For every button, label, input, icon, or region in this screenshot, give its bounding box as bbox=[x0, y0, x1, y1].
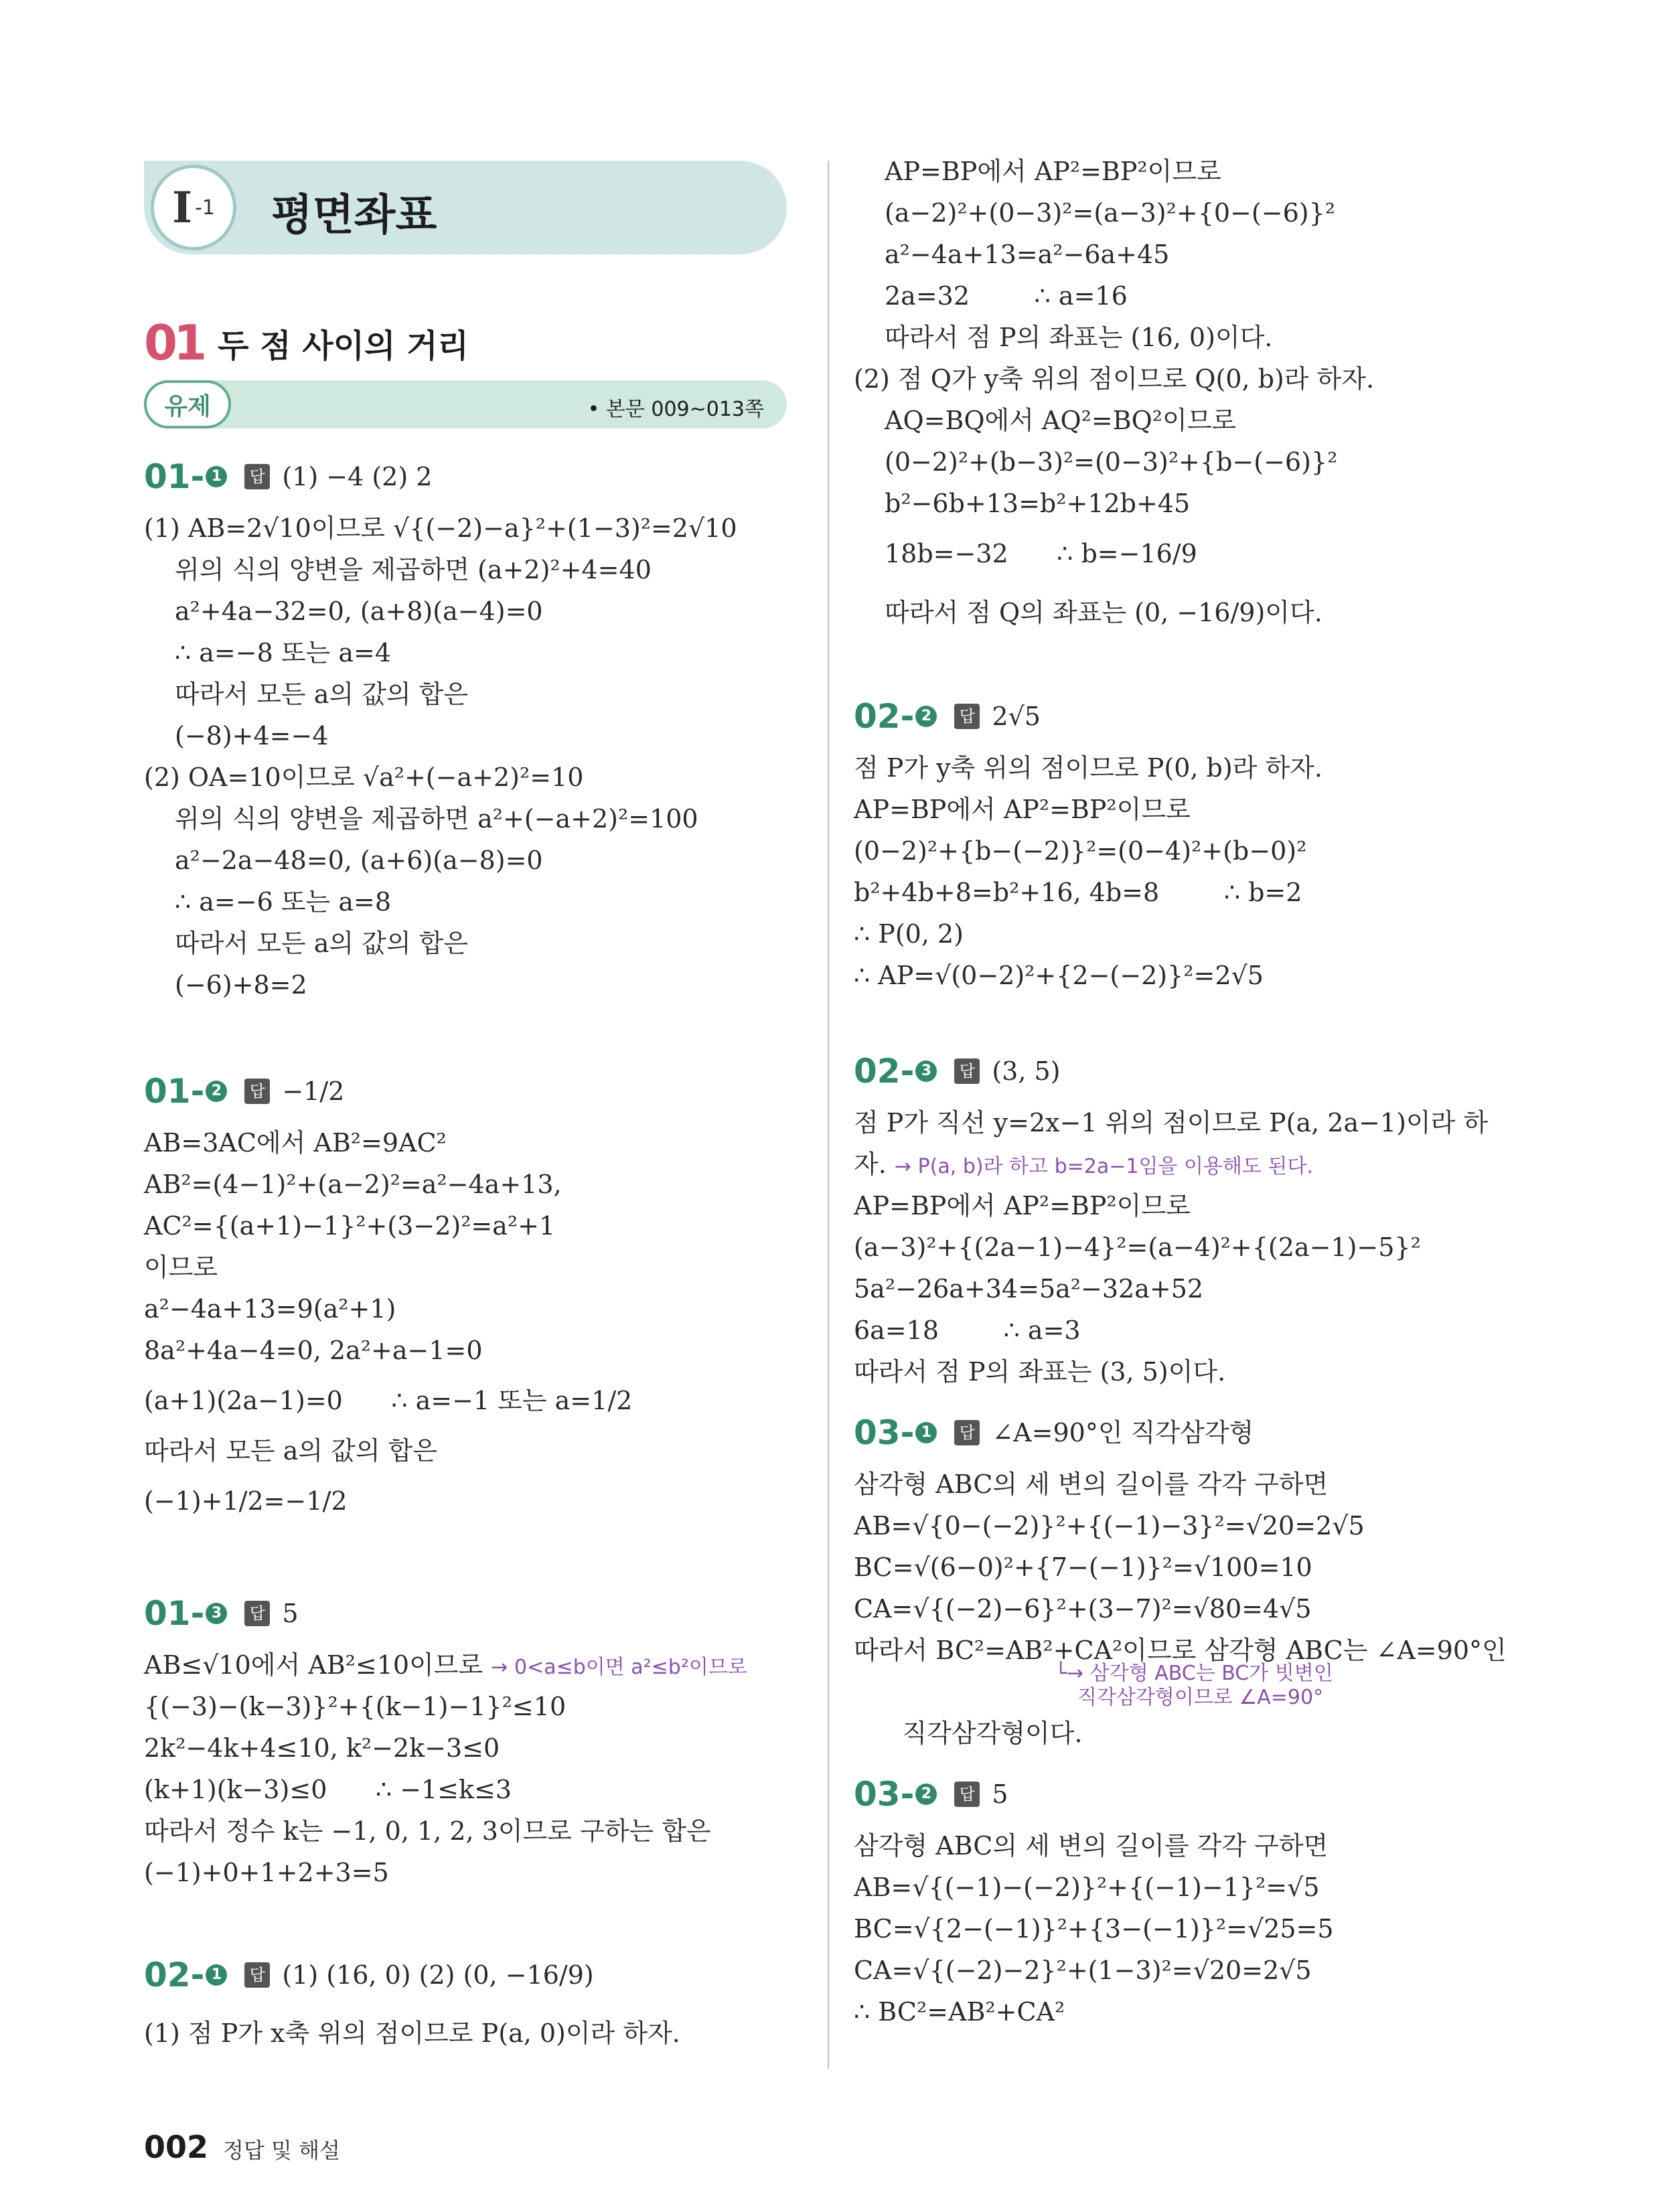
solution-line: 5a²−26a+34=5a²−32a+52 bbox=[854, 1274, 1204, 1304]
solution-line: AB=√{(−1)−(−2)}²+{(−1)−1}²=√5 bbox=[854, 1873, 1320, 1902]
answer-label: 답 bbox=[954, 1058, 980, 1084]
answer-label: 답 bbox=[954, 1420, 980, 1445]
problem-02-3 bbox=[854, 1044, 1530, 1393]
answer-value: (1) −4 (2) 2 bbox=[282, 462, 433, 491]
answer-value: 5 bbox=[992, 1780, 1008, 1809]
solution-line: 자. → P(a, b)라 하고 b=2a−1임을 이용해도 된다. bbox=[854, 1150, 1313, 1179]
solution-line: 따라서 점 P의 좌표는 (3, 5)이다. bbox=[854, 1357, 1226, 1387]
problem-01-2 bbox=[144, 1064, 807, 1530]
solution-line: AB≤√10에서 AB²≤10이므로 → 0<a≤b이면 a²≤b²이므로 bbox=[144, 1650, 747, 1680]
solution-line: 점 P가 y축 위의 점이므로 P(0, b)라 하자. bbox=[854, 753, 1323, 783]
answer-value: 5 bbox=[282, 1599, 299, 1628]
answer-label: 답 bbox=[244, 1962, 270, 1988]
solution-line: ∴ P(0, 2) bbox=[854, 919, 964, 949]
chapter-sub: -1 bbox=[195, 195, 215, 220]
answer-label: 답 bbox=[244, 464, 270, 489]
problem-01-1 bbox=[144, 450, 807, 1006]
solution-line: AQ=BQ에서 AQ²=BQ²이므로 bbox=[885, 406, 1237, 435]
solution-line: 따라서 모든 a의 값의 합은 bbox=[144, 1436, 438, 1466]
solution-line: AP=BP에서 AP²=BP²이므로 bbox=[885, 157, 1221, 186]
solution-line: 6a=18 ∴ a=3 bbox=[854, 1316, 1081, 1345]
problem-id: 03- 2 bbox=[854, 1773, 937, 1815]
chapter-number-badge bbox=[151, 165, 236, 250]
solution-line: CA=√{(−2)−2}²+(1−3)²=√20=2√5 bbox=[854, 1956, 1312, 1985]
answer-value: ∠A=90°인 직각삼각형 bbox=[992, 1418, 1254, 1447]
problem-id: 01- 1 bbox=[144, 456, 227, 497]
solution-line: (0−2)²+(b−3)²=(0−3)²+{b−(−6)}² bbox=[885, 447, 1338, 477]
footer-label: 정답 및 해설 bbox=[223, 2138, 340, 2163]
answer-value: (1) (16, 0) (2) (0, −16/9) bbox=[282, 1960, 594, 1990]
solution-line: (1) AB=2√10이므로 √{(−2)−a}²+(1−3)²=2√10 bbox=[144, 514, 737, 543]
answer-label: 답 bbox=[954, 1782, 980, 1807]
solution-line: ∴ a=−8 또는 a=4 bbox=[175, 638, 392, 667]
solution-line: (a+1)(2a−1)=0 ∴ a=−1 또는 a=1/2 bbox=[144, 1386, 633, 1415]
hint-note: → 0<a≤b이면 a²≤b²이므로 bbox=[491, 1656, 747, 1679]
section-title: 두 점 사이의 거리 bbox=[218, 327, 469, 365]
answer-value: −1/2 bbox=[282, 1077, 345, 1106]
solution-line: 점 P가 직선 y=2x−1 위의 점이므로 P(a, 2a−1)이라 하 bbox=[854, 1108, 1489, 1137]
solution-line: (0−2)²+{b−(−2)}²=(0−4)²+(b−0)² bbox=[854, 836, 1307, 866]
section-heading bbox=[144, 315, 469, 371]
solution-line: AC²={(a+1)−1}²+(3−2)²=a²+1 bbox=[144, 1211, 556, 1241]
solution-line: b²−6b+13=b²+12b+45 bbox=[885, 489, 1191, 518]
answer-label: 답 bbox=[244, 1601, 270, 1626]
solution-line: 2a=32 ∴ a=16 bbox=[885, 281, 1128, 311]
solution-line: (a−2)²+(0−3)²=(a−3)²+{0−(−6)}² bbox=[885, 198, 1335, 228]
solution-line: b²+4b+8=b²+16, 4b=8 ∴ b=2 bbox=[854, 878, 1302, 907]
problem-header bbox=[144, 1942, 807, 2008]
solution-line: 2k²−4k+4≤10, k²−2k−3≤0 bbox=[144, 1733, 500, 1763]
solution-line: 8a²+4a−4=0, 2a²+a−1=0 bbox=[144, 1336, 483, 1365]
solution-line: 따라서 정수 k는 −1, 0, 1, 2, 3이므로 구하는 합은 bbox=[144, 1816, 711, 1846]
problem-header bbox=[854, 1767, 1530, 1821]
problem-02-1 bbox=[144, 1942, 807, 2054]
problem-id: 01- 3 bbox=[144, 1593, 227, 1634]
problem-02-2 bbox=[854, 690, 1530, 996]
problem-id: 01- 2 bbox=[144, 1071, 227, 1112]
solution-line: (a−3)²+{(2a−1)−4}²=(a−4)²+{(2a−1)−5}² bbox=[854, 1233, 1421, 1262]
solution-line: a²−4a+13=9(a²+1) bbox=[144, 1294, 396, 1324]
solution-line: a²−2a−48=0, (a+6)(a−8)=0 bbox=[175, 846, 543, 875]
problem-id: 02- 2 bbox=[854, 696, 937, 737]
solution-line: AP=BP에서 AP²=BP²이므로 bbox=[854, 1191, 1191, 1220]
solution-line: (−1)+0+1+2+3=5 bbox=[144, 1858, 389, 1887]
solution-line: ∴ a=−6 또는 a=8 bbox=[175, 887, 392, 917]
solution-line: (k+1)(k−3)≤0 ∴ −1≤k≤3 bbox=[144, 1775, 512, 1804]
problem-header bbox=[854, 1406, 1530, 1459]
answer-value: 2√5 bbox=[992, 702, 1041, 731]
solution-line: 18b=−32 ∴ b=−16/9 bbox=[885, 539, 1197, 568]
solution-line: BC=√{2−(−1)}²+{3−(−1)}²=√25=5 bbox=[854, 1914, 1334, 1944]
solution-line: (−1)+1/2=−1/2 bbox=[144, 1486, 348, 1516]
solution-line: ∴ BC²=AB²+CA² bbox=[854, 1997, 1065, 2027]
problem-03-2 bbox=[854, 1767, 1530, 2033]
page-number: 002 bbox=[144, 2129, 209, 2165]
solution-line: AB²=(4−1)²+(a−2)²=a²−4a+13, bbox=[144, 1170, 562, 1199]
solution-line: AP=BP에서 AP²=BP²이므로 bbox=[854, 795, 1191, 824]
solution-line: AB=3AC에서 AB²=9AC² bbox=[144, 1128, 447, 1158]
chapter-title: 평면좌표 bbox=[271, 191, 437, 240]
solution-line: {(−3)−(k−3)}²+{(k−1)−1}²≤10 bbox=[144, 1692, 567, 1721]
section-number: 01 bbox=[144, 315, 204, 371]
solution-line: AB=√{0−(−2)}²+{(−1)−3}²=√20=2√5 bbox=[854, 1511, 1365, 1540]
answer-value: (3, 5) bbox=[992, 1056, 1061, 1086]
solution-line: CA=√{(−2)−6}²+(3−7)²=√80=4√5 bbox=[854, 1594, 1312, 1624]
solution-line: ∴ AP=√(0−2)²+{2−(−2)}²=2√5 bbox=[854, 961, 1264, 990]
yuje-page-reference: • 본문 009~013쪽 bbox=[587, 398, 764, 421]
problem-header bbox=[144, 450, 807, 503]
solution-line: 따라서 점 P의 좌표는 (16, 0)이다. bbox=[885, 323, 1273, 352]
solution-line: 삼각형 ABC의 세 변의 길이를 각각 구하면 bbox=[854, 1470, 1329, 1499]
yuje-bar bbox=[144, 380, 787, 428]
problem-id: 02- 3 bbox=[854, 1050, 937, 1092]
solution-line: (−8)+4=−4 bbox=[175, 721, 329, 750]
problem-03-1 bbox=[854, 1406, 1530, 1748]
problem-id: 02- 1 bbox=[144, 1954, 227, 1996]
solution-line: 따라서 점 Q의 좌표는 (0, −16/9)이다. bbox=[885, 598, 1323, 627]
solution-line: a²+4a−32=0, (a+8)(a−4)=0 bbox=[175, 597, 543, 626]
solution-line: 직각삼각형이다. └→ 삼각형 ABC는 BC가 빗변인 직각삼각형이므로 ∠A=90° bbox=[902, 1662, 1333, 1748]
solution-line: (2) 점 Q가 y축 위의 점이므로 Q(0, b)라 하자. bbox=[854, 364, 1375, 394]
problem-header bbox=[144, 1587, 807, 1640]
chapter-roman: I bbox=[172, 182, 192, 233]
answer-label: 답 bbox=[954, 704, 980, 729]
solution-line: (2) OA=10이므로 √a²+(−a+2)²=10 bbox=[144, 763, 584, 792]
problem-header bbox=[854, 1044, 1530, 1098]
problem-header bbox=[854, 690, 1530, 743]
solution-line: 삼각형 ABC의 세 변의 길이를 각각 구하면 bbox=[854, 1831, 1329, 1861]
solution-line: 따라서 BC²=AB²+CA²이므로 삼각형 ABC는 ∠A=90°인 bbox=[854, 1636, 1507, 1665]
solution-line: 위의 식의 양변을 제곱하면 (a+2)²+4=40 bbox=[175, 555, 652, 584]
solution-line: 따라서 모든 a의 값의 합은 bbox=[175, 929, 469, 958]
problem-id: 03- 1 bbox=[854, 1412, 937, 1453]
solution-line: 이므로 bbox=[144, 1253, 218, 1282]
hint-note: → P(a, b)라 하고 b=2a−1임을 이용해도 된다. bbox=[894, 1155, 1313, 1178]
solution-line: (1) 점 P가 x축 위의 점이므로 P(a, 0)이라 하자. bbox=[144, 2019, 680, 2048]
hint-note: └→ 삼각형 ABC는 BC가 빗변인 직각삼각형이므로 ∠A=90° bbox=[1055, 1662, 1333, 1709]
yuje-label: 유제 bbox=[144, 380, 231, 428]
solution-line: BC=√(6−0)²+{7−(−1)}²=√100=10 bbox=[854, 1553, 1312, 1582]
problem-header bbox=[144, 1064, 807, 1118]
column-divider bbox=[828, 161, 829, 2069]
solution-line: a²−4a+13=a²−6a+45 bbox=[885, 240, 1170, 269]
problem-02-1-continued bbox=[854, 151, 1530, 642]
problem-01-3 bbox=[144, 1587, 807, 1893]
chapter-banner bbox=[144, 161, 787, 254]
solution-line: 따라서 모든 a의 값의 합은 bbox=[175, 680, 469, 709]
solution-line: 위의 식의 양변을 제곱하면 a²+(−a+2)²=100 bbox=[175, 804, 698, 834]
answer-label: 답 bbox=[244, 1079, 270, 1104]
page-footer bbox=[144, 2129, 340, 2165]
solution-line: (−6)+8=2 bbox=[175, 970, 307, 1000]
